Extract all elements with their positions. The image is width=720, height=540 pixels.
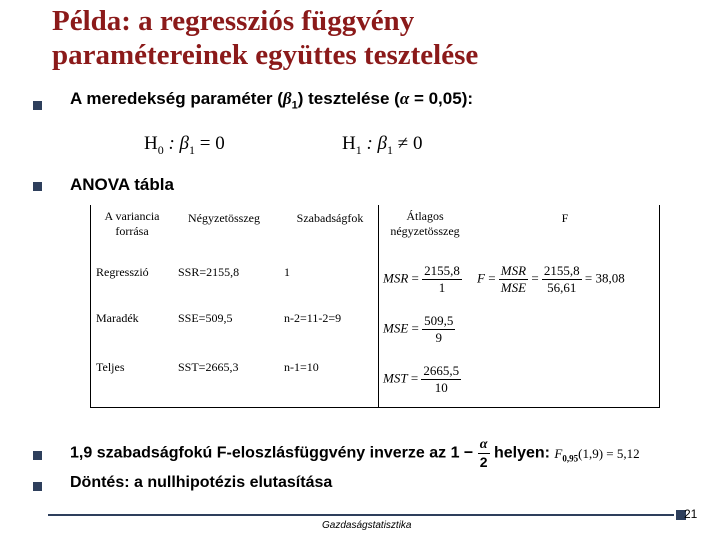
slide-title: [52, 4, 692, 72]
h1-expr: : β: [361, 133, 388, 154]
beta-sub: 1: [291, 99, 298, 112]
mst-num: 2665,5: [423, 363, 460, 378]
mst-formula: [383, 363, 461, 396]
f-eq2: =: [528, 270, 542, 286]
bullet-marker-3: [33, 451, 42, 460]
f-inverse-args: (1,9) = 5,12: [578, 445, 640, 461]
mse-num: 509,5: [424, 313, 454, 328]
table-bottom-border: [90, 407, 660, 408]
header-df: Szabadságfok: [296, 211, 364, 225]
f-result: = 38,08: [581, 270, 625, 286]
bullet-1-prefix: A meredekség paraméter (: [70, 89, 283, 108]
h1-sub: 1: [355, 142, 362, 157]
title-line-1: Példa: a regressziós függvény: [52, 5, 415, 37]
msr-fraction: [422, 263, 462, 296]
bullet-4-text: Döntés: a nullhipotézis elutasítása: [70, 474, 333, 491]
alpha-symbol: α: [399, 89, 410, 108]
beta-symbol: β: [282, 89, 292, 108]
footer-divider: [48, 514, 674, 516]
bullet-3-middle: helyen:: [489, 444, 555, 462]
anova-table: [90, 205, 660, 407]
alpha-value: = 0,05: [409, 89, 462, 108]
f-inverse-letter: F: [554, 445, 563, 461]
mst-eq: =: [407, 370, 422, 386]
row-residual-df: n-2=11-2=9: [284, 311, 342, 325]
f-den1: MSE: [500, 280, 527, 295]
bullet-marker-1: [33, 101, 42, 110]
table-right-border: [659, 205, 660, 407]
alpha-half-num: α: [478, 437, 490, 454]
h1-beta-sub: 1: [387, 142, 394, 157]
f-num2: 2155,8: [543, 263, 580, 278]
msr-den: 1: [438, 280, 446, 295]
alpha-half-fraction: [478, 437, 490, 470]
h0-rel: = 0: [195, 133, 225, 154]
h0-beta-sub: 1: [189, 142, 196, 157]
f-num1: MSR: [500, 263, 527, 278]
row-total-ss: SST=2665,3: [178, 360, 239, 374]
f-formula: [477, 263, 625, 296]
header-ss: Négyzetösszeg: [188, 211, 260, 225]
alpha-half-den: 2: [479, 454, 488, 470]
mse-fraction: [422, 313, 455, 346]
bullet-1-close: ):: [461, 89, 474, 108]
table-mid-border: [378, 205, 379, 407]
row-residual-source: Maradék: [96, 311, 139, 325]
msr-label: MSR: [383, 270, 409, 286]
mse-den: 9: [435, 330, 442, 345]
row-total-df: n-1=10: [284, 360, 319, 374]
mst-label: MST: [383, 370, 408, 386]
bullet-3-text: [70, 437, 640, 470]
bullet-1-middle: ) tesztelése (: [297, 89, 400, 108]
f-den2: 56,61: [547, 280, 577, 295]
msr-eq: =: [408, 270, 423, 286]
mst-den: 10: [434, 380, 448, 395]
bullet-marker-2: [33, 182, 42, 191]
bullet-marker-4: [33, 482, 42, 491]
f-inverse-expr: [554, 445, 640, 464]
msr-num: 2155,8: [424, 263, 460, 278]
bullet-1-text: [70, 89, 473, 111]
title-line-2: paramétereinek együttes tesztelése: [52, 39, 479, 71]
f-fraction-1: [499, 263, 528, 296]
row-total-source: Teljes: [96, 360, 125, 374]
mse-eq: =: [408, 320, 423, 336]
mse-formula: [383, 313, 455, 346]
msr-formula: [383, 263, 462, 296]
page-number: 21: [684, 507, 698, 521]
h0-expr: : β: [163, 133, 190, 154]
h1-rel: ≠ 0: [393, 133, 423, 154]
table-left-border: [90, 205, 91, 407]
row-regression-source: Regresszió: [96, 265, 149, 279]
header-ms: Átlagos négyzetösszeg: [390, 209, 460, 238]
mse-label: MSE: [383, 320, 409, 336]
f-inverse-sub: 0,95: [562, 453, 579, 464]
mst-fraction: [421, 363, 461, 396]
f-label: F: [477, 270, 485, 286]
alternative-hypothesis: [342, 133, 422, 158]
row-regression-ss: SSR=2155,8: [178, 265, 240, 279]
header-f: F: [561, 211, 569, 225]
header-source: A variancia forrása: [104, 209, 160, 238]
h0-letter: H: [144, 133, 158, 154]
bullet-3-prefix: 1,9 szabadságfokú F-eloszlásfüggvény inverze az 1 −: [70, 444, 478, 462]
f-fraction-2: [542, 263, 582, 296]
null-hypothesis: [144, 133, 225, 158]
h0-sub: 0: [157, 142, 164, 157]
bullet-2-text: ANOVA tábla: [70, 175, 174, 194]
h1-letter: H: [342, 133, 356, 154]
row-regression-df: 1: [284, 265, 290, 279]
row-residual-ss: SSE=509,5: [178, 311, 233, 325]
f-eq: =: [484, 270, 499, 286]
footer-label: Gazdaságstatisztika: [322, 520, 412, 531]
